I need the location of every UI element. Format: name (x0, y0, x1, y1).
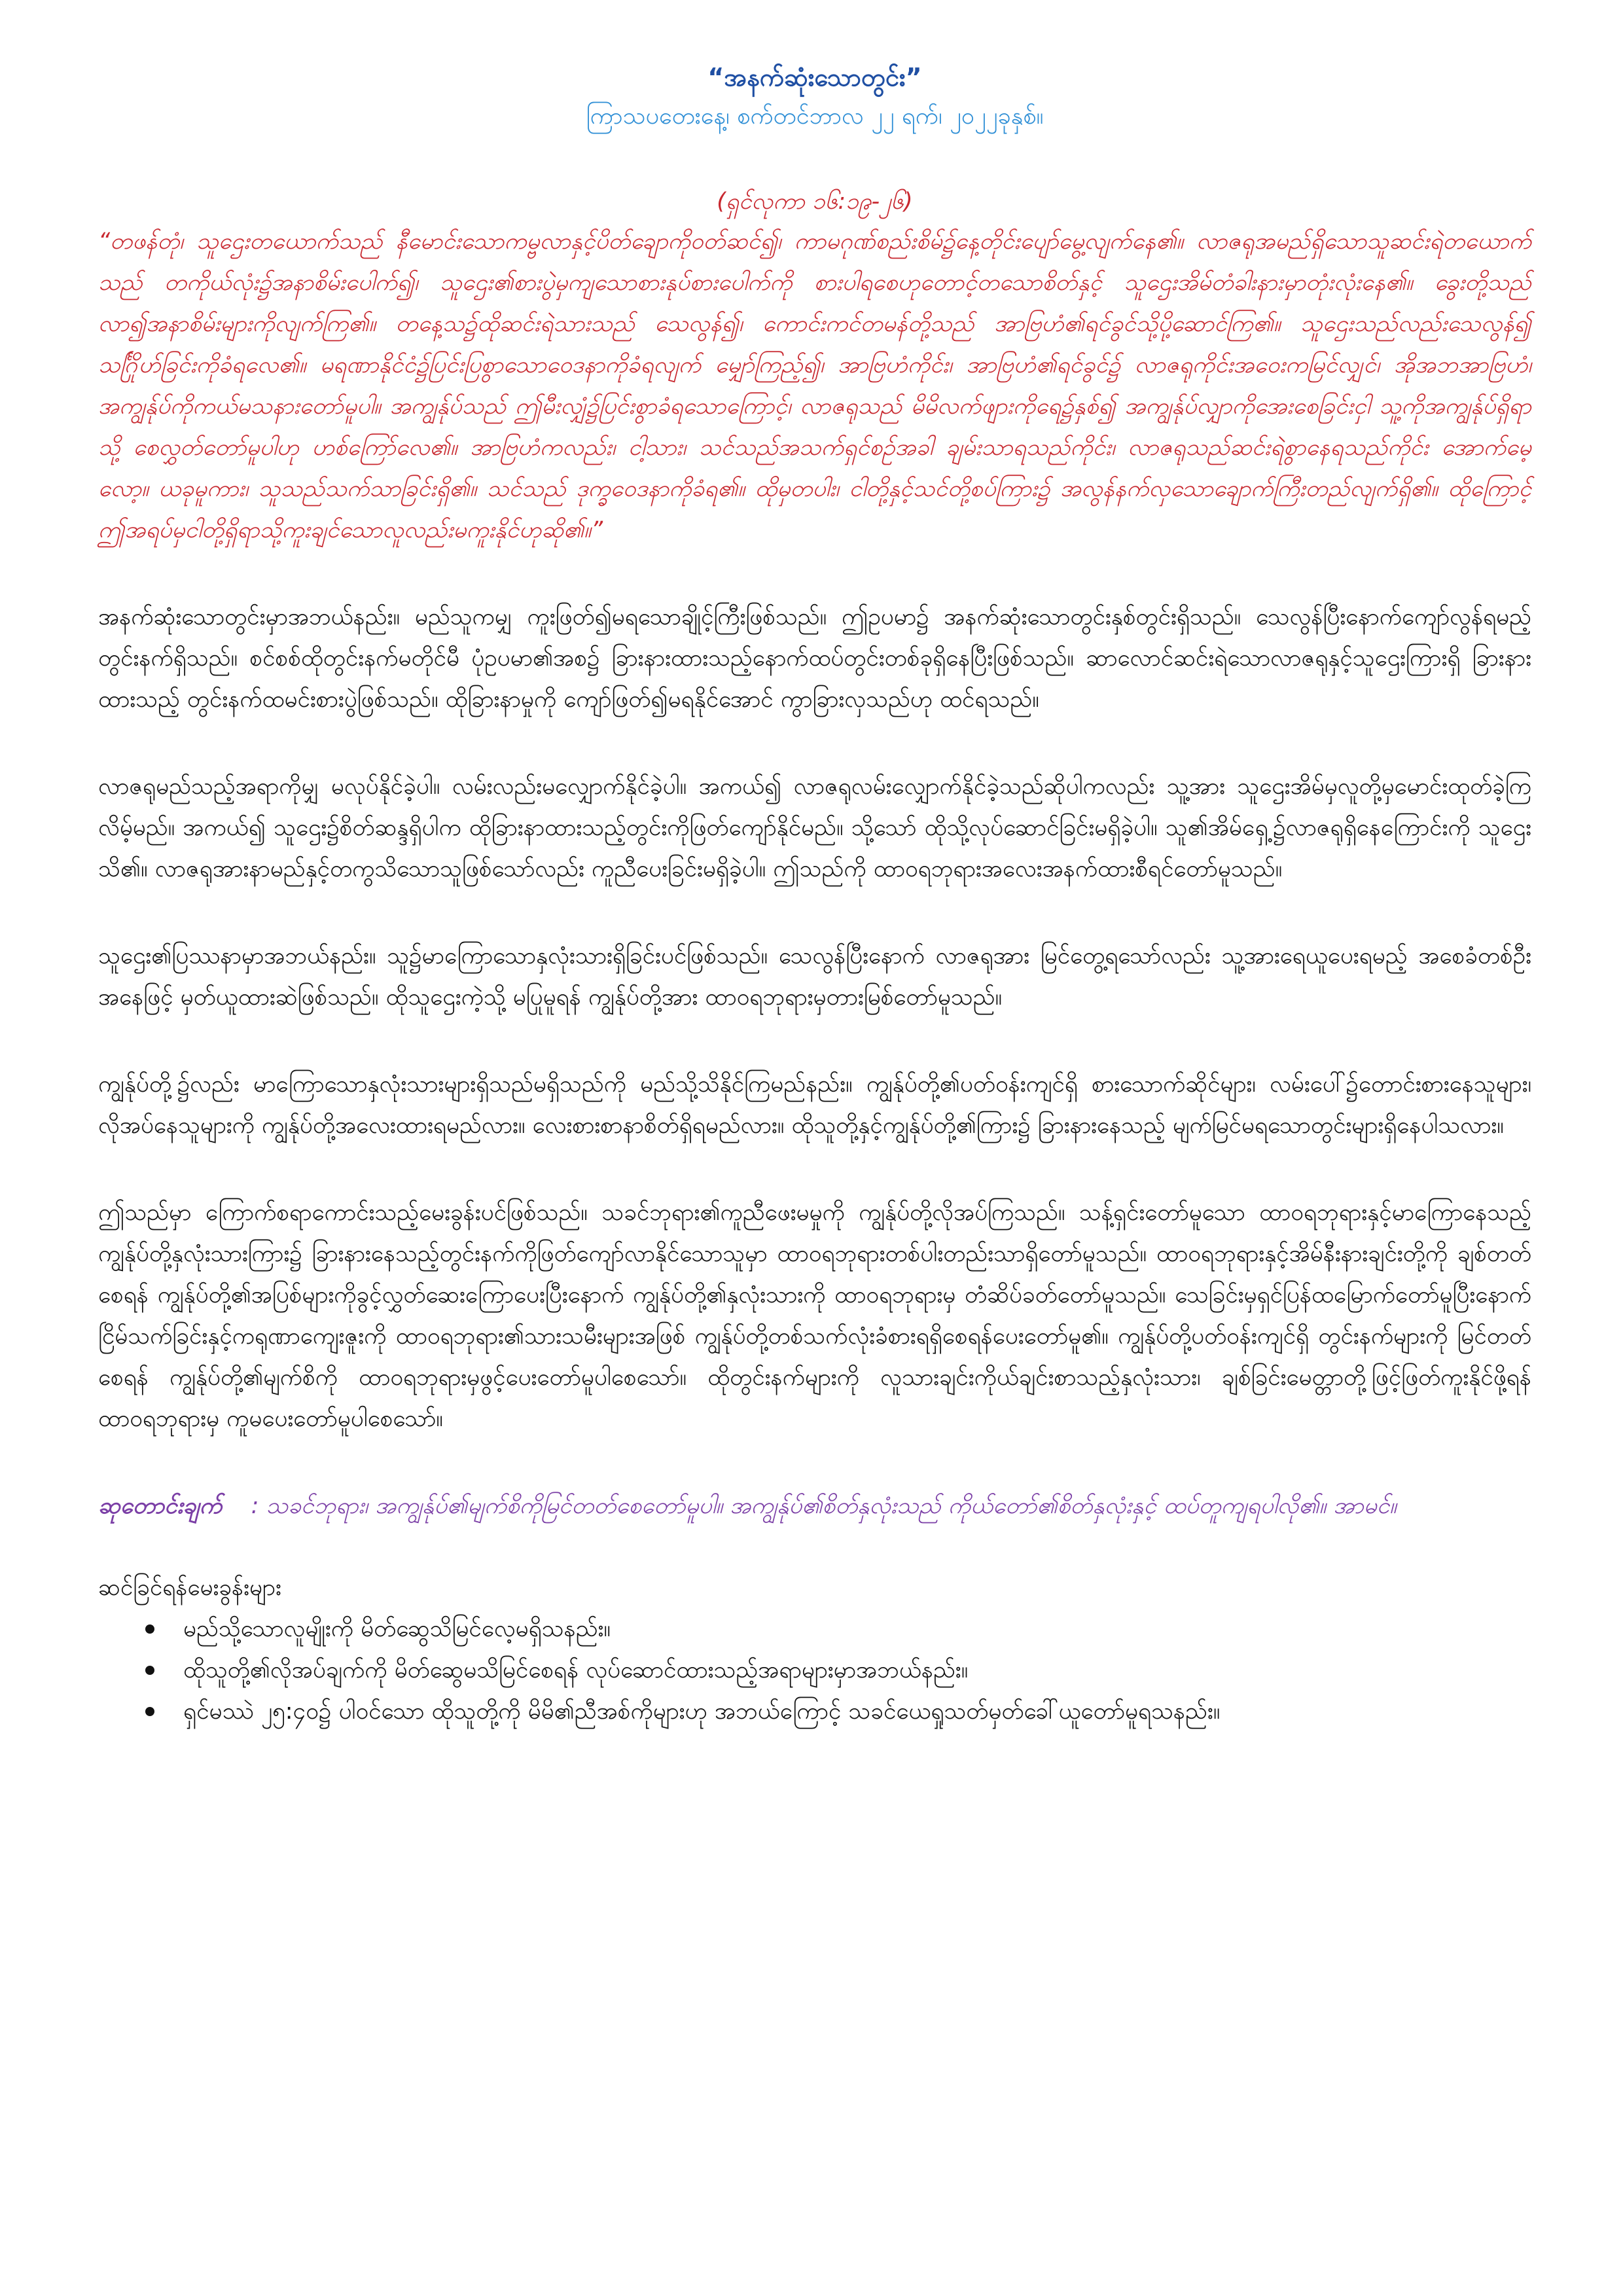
prayer-text (98, 1486, 1531, 1527)
body-paragraph (98, 597, 1531, 721)
question-item (137, 1650, 1531, 1691)
body-paragraph (98, 1064, 1531, 1147)
paragraph-text: သူဌေး၏ပြဿနာမှာအဘယ်နည်း။ သူ၌မာကြောသောနှလုံးသားရှိခြင်းပင်ဖြစ်သည်။ သေလွန်ပြီးနောက် လာဇရုအား မြင်တွေ့ရသော်လည်း သူ့အားရေယူပေးရမည့် အစေခံတစ်ဦးအနေဖြင့် မှတ်ယူထားဆဲဖြစ်သည်။ ထိုသူဌေးကဲ့သို့ မပြုမူရန် ကျွန်ုပ်တို့အား ထာဝရဘုရားမှတားမြစ်တော်မူသည်။ (98, 943, 1531, 1011)
prayer-section (98, 1486, 1531, 1527)
bullet-icon (145, 1707, 154, 1716)
question-item (137, 1691, 1531, 1732)
date-line: ကြာသပတေးနေ့၊ စက်တင်ဘာလ ၂၂ ရက်၊ ၂၀၂၂ခုနှစ်။ (586, 103, 1044, 130)
scripture-passage: “တဖန်တုံ၊ သူဌေးတယောက်သည် နီမောင်းသောကမ္ဗလာနှင့်ပိတ်ချောကိုဝတ်ဆင်၍၊ ကာမဂုဏ်စည်းစိမ်၌နေ့တိုင်းပျော်မွေ့လျက်နေ၏။ လာဇရုအမည်ရှိသောသူဆင်းရဲတယောက်သည် တကိုယ်လုံး၌အနာစိမ်းပေါက်၍၊ သူဌေး၏စားပွဲမှကျသောစားနုပ်စားပေါက်ကို စားပါရစေဟုတောင့်တသောစိတ်နှင့် သူဌေးအိမ်တံခါးနားမှာတုံးလုံးနေ၏။ ခွေးတို့သည် လာ၍အနာစိမ်းများကိုလျက်ကြ၏။ တနေ့သ၌ထိုဆင်းရဲသားသည် သေလွန်၍၊ ကောင်းကင်တမန်တို့သည် အာဗြဟံ၏ရင်ခွင်သို့ပို့ဆောင်ကြ၏။ သူဌေးသည်လည်းသေလွန်၍ သင်္ဂြိုဟ်ခြင်းကိုခံရလေ၏။ မရဏာနိုင်ငံ၌ပြင်းပြစွာသောဝေဒနာကိုခံရလျက် မျှော်ကြည့်၍၊ အာဗြဟံကိုင်း၊ အာဗြဟံ၏ရင်ခွင်၌ လာဇရုကိုင်းအဝေးကမြင်လျှင်၊ အိုအဘအာဗြဟံ၊ အကျွန်ုပ်ကိုကယ်မသနားတော်မူပါ။ အကျွန်ုပ်သည် ဤမီးလျှံ၌ပြင်းစွာခံရသောကြောင့်၊ လာဇရုသည် မိမိလက်ဖျားကိုရေ၌နှစ်၍ အကျွန်ုပ်လျှာကိုအေးစေခြင်းငှါ သူ့ကိုအကျွန်ုပ်ရှိရာသို့ စေလွှတ်တော်မူပါဟု ဟစ်ကြော်လေ၏။ အာဗြဟံကလည်း၊ ငါ့သား၊ သင်သည်အသက်ရှင်စဉ်အခါ ချမ်းသာရသည်ကိုင်း၊ လာဇရုသည်ဆင်းရဲစွာနေရသည်ကိုင်း အောက်မေ့လော့။ ယခုမူကား၊ သူသည်သက်သာခြင်းရှိ၏။ သင်သည် ဒုက္ခဝေဒနာကိုခံရ၏။ ထိုမှတပါး၊ ငါတို့နှင့်သင်တို့စပ်ကြား၌ အလွန်နက်လှသောချောက်ကြီးတည်လျက်ရှိ၏။ ထိုကြောင့် ဤအရပ်မှငါတို့ရှိရာသို့ကူးချင်သောလူလည်းမကူးနိုင်ဟုဆို၏။” (98, 228, 1531, 543)
paragraph-text: လာဇရုမည်သည့်အရာကိုမျှ မလုပ်နိုင်ခဲ့ပါ။ လမ်းလည်းမလျှောက်နိုင်ခဲ့ပါ။ အကယ်၍ လာဇရုလမ်းလျှောက်နိုင်ခဲ့သည်ဆိုပါကလည်း သူ့အား သူဌေးအိမ်မှလူတို့မှမောင်းထုတ်ခဲ့ကြလိမ့်မည်။ အကယ်၍ သူဌေး၌စိတ်ဆန္ဒရှိပါက ထိုခြားနာထားသည့်တွင်းကိုဖြတ်ကျော်နိုင်မည်။ သို့သော် ထိုသို့လုပ်ဆောင်ခြင်းမရှိခဲ့ပါ။ သူ၏အိမ်ရှေ့၌လာဇရုရှိနေကြောင်းကို သူဌေးသိ၏။ လာဇရုအားနာမည်နှင့်တကွသိသောသူဖြစ်သော်လည်း ကူညီပေးခြင်းမရှိခဲ့ပါ။ ဤသည်ကို ထာဝရဘုရားအလေးအနက်ထားစီရင်တော်မူသည်။ (98, 774, 1531, 882)
paragraph-text: ဤသည်မှာ ကြောက်စရာကောင်းသည့်မေးခွန်းပင်ဖြစ်သည်။ သခင်ဘုရား၏ကူညီဖေးမမှုကို ကျွန်ုပ်တို့လိုအပ်ကြသည်။ သန့်ရှင်းတော်မူသော ထာဝရဘုရားနှင့်မာကြောနေသည့်ကျွန်ုပ်တို့နှလုံးသားကြား၌ ခြားနားနေသည့်တွင်းနက်ကိုဖြတ်ကျော်လာနိုင်သောသူမှာ ထာဝရဘုရားတစ်ပါးတည်းသာရှိတော်မူသည်။ ထာဝရဘုရားနှင့်အိမ်နီးနားချင်းတို့ကို ချစ်တတ်စေရန် ကျွန်ုပ်တို့၏အပြစ်များကိုခွင့်လွှတ်ဆေးကြောပေးပြီးနောက် ကျွန်ုပ်တို့၏နှလုံးသားကို ထာဝရဘုရားမှ တံဆိပ်ခတ်တော်မူသည်။ သေခြင်းမှရှင်ပြန်ထမြောက်တော်မူပြီးနောက် ငြိမ်သက်ခြင်းနှင့်ကရုဏာကျေးဇူးကို ထာဝရဘုရား၏သားသမီးများအဖြစ် ကျွန်ုပ်တို့တစ်သက်လုံးခံစားရရှိစေရန်ပေးတော်မူ၏။ ကျွန်ုပ်တို့ပတ်ဝန်းကျင်ရှိ တွင်းနက်များကို မြင်တတ်စေရန် ကျွန်ုပ်တို့၏မျက်စိကို ထာဝရဘုရားမှဖွင့်ပေးတော်မူပါစေသော်။ ထိုတွင်းနက်များကို လူသားချင်းကိုယ်ချင်းစာသည့်နှလုံးသား၊ ချစ်ခြင်းမေတ္တာတို့ဖြင့်ဖြတ်ကူးနိုင်ဖို့ရန် ထာဝရဘုရားမှ ကူမပေးတော်မူပါစေသော်။ (98, 1200, 1531, 1432)
page-title: “အနက်ဆုံးသောတွင်း” (707, 63, 922, 92)
question-text: မည်သို့သောလူမျိုးကို မိတ်ဆွေသိမြင်လေ့မရှိသနည်း။ (183, 1616, 611, 1642)
body-paragraph (98, 1193, 1531, 1440)
bullet-icon (145, 1666, 154, 1675)
paragraph-text: အနက်ဆုံးသောတွင်းမှာအဘယ်နည်း။ မည်သူကမျှ ကူးဖြတ်၍မရသောချိုင့်ကြီးဖြစ်သည်။ ဤဥပမာ၌ အနက်ဆုံးသောတွင်းနှစ်တွင်းရှိသည်။ သေလွန်ပြီးနောက်ကျော်လွန်ရမည့်တွင်းနက်ရှိသည်။ စင်စစ်ထိုတွင်းနက်မတိုင်မီ ပုံဥပမာ၏အစ၌ ခြားနားထားသည့်နောက်ထပ်တွင်းတစ်ခုရှိနေပြီးဖြစ်သည်။ ဆာလောင်ဆင်းရဲသောလာဇရုနှင့်သူဌေးကြားရှိ ခြားနားထားသည့် တွင်းနက်ထမင်းစားပွဲဖြစ်သည်။ ထိုခြားနာမှုကို ကျော်ဖြတ်၍မရနိုင်အောင် ကွာခြားလှသည်ဟု ထင်ရသည်။ (98, 604, 1531, 713)
body-paragraph (98, 766, 1531, 890)
prayer-body: : သခင်ဘုရား၊ အကျွန်ုပ်၏မျက်စိကိုမြင်တတ်စေတော်မူပါ။ အကျွန်ုပ်၏စိတ်နှလုံးသည် ကိုယ်တော်၏စိတ်နှလုံးနှင့် ထပ်တူကျရပါလို၏။ အာမင်။ (251, 1493, 1397, 1519)
paragraph-text: ကျွန်ုပ်တို့၌လည်း မာကြောသောနှလုံးသားများရှိသည်မရှိသည်ကို မည်သို့သိနိုင်ကြမည်နည်း။ ကျွန်ုပ်တို့၏ပတ်ဝန်းကျင်ရှိ စားသောက်ဆိုင်များ၊ လမ်းပေါ်၌တောင်းစားနေသူများ၊ လိုအပ်နေသူများကို ကျွန်ုပ်တို့အလေးထားရမည်လား။ လေးစားစာနာစိတ်ရှိရမည်လား။ ထိုသူတို့နှင့်ကျွန်ုပ်တို့၏ကြား၌ ခြားနားနေသည့် မျက်မြင်မရသောတွင်းများရှိနေပါသလား။ (98, 1071, 1531, 1139)
question-text: ထိုသူတို့၏လိုအပ်ချက်ကို မိတ်ဆွေမသိမြင်စေရန် လုပ်ဆောင်ထားသည့်အရာများမှာအဘယ်နည်း။ (183, 1657, 969, 1683)
body-paragraph (98, 936, 1531, 1018)
prayer-label: ဆုတောင်းချက် (98, 1493, 223, 1519)
bullet-icon (145, 1624, 154, 1634)
question-text: ရှင်မဿဲ ၂၅:၄၀၌ ပါဝင်သော ထိုသူတို့ကို မိမိ၏ညီအစ်ကိုများဟု အဘယ်ကြောင့် သခင်ယေရှုသတ်မှတ်ခေါ်ယူတော်မူရသနည်း။ (183, 1698, 1221, 1725)
questions-list (98, 1609, 1531, 1732)
scripture-reference: (ရှင်လုကာ ၁၆:၁၉-၂၆) (717, 188, 913, 215)
questions-heading: ဆင်ခြင်ရန်မေးခွန်းများ (98, 1575, 281, 1601)
question-item (137, 1609, 1531, 1650)
